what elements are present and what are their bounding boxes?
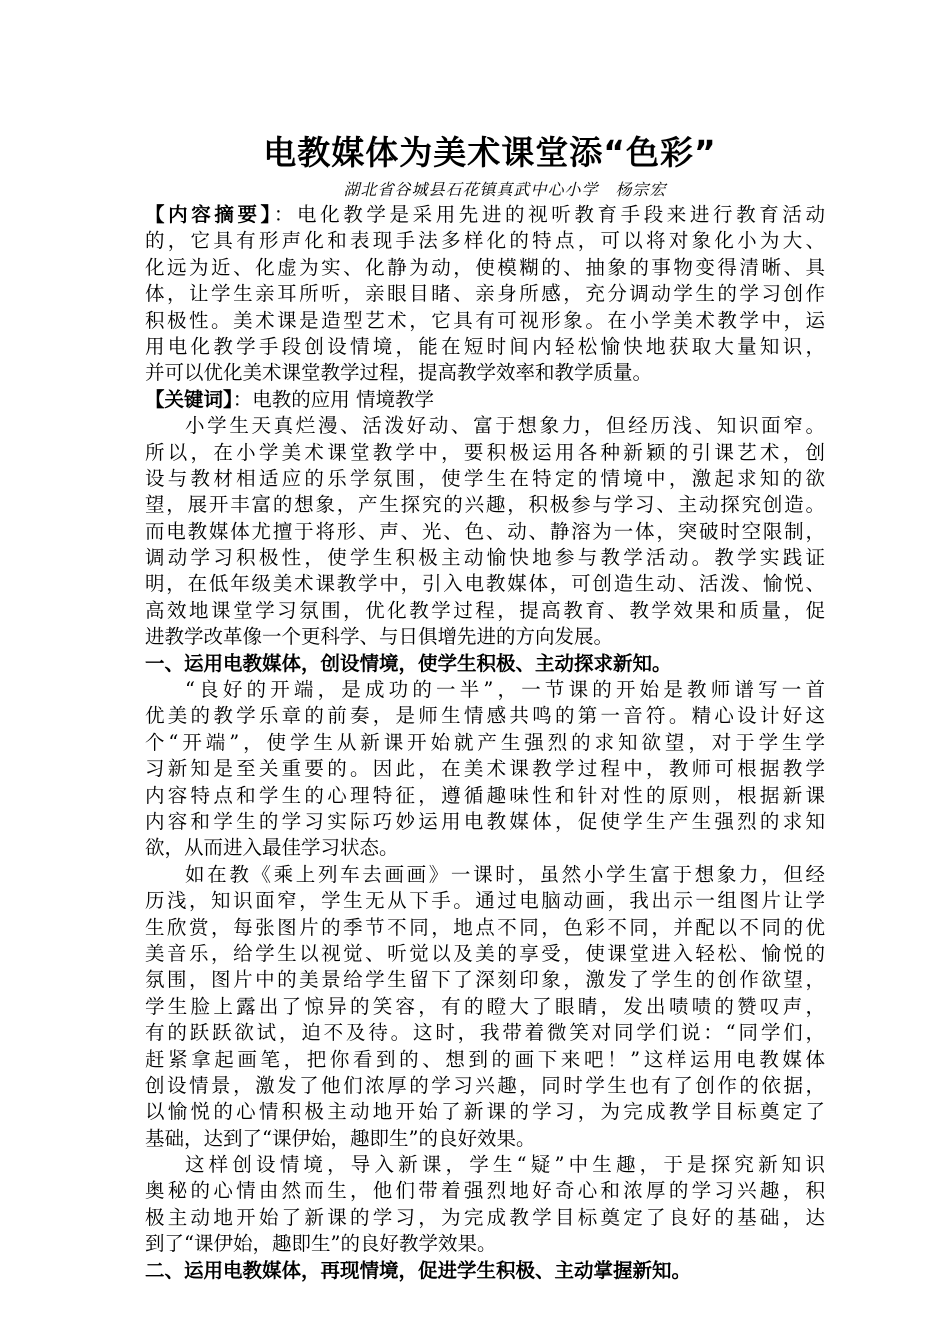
paragraph-line: 欲，从而进入最佳学习状态。 (145, 836, 399, 860)
author-line: 湖北省谷城县石花镇真武中心小学 杨宗宏 (343, 180, 667, 199)
paragraph-line: 内容特点和学生的心理特征，遵循趣味性和针对性的原则，根据新课 (145, 783, 825, 807)
section1-paragraph-1 (145, 677, 825, 862)
paragraph-line: 设与教材相适应的乐学氛围，使学生在特定的情境中，激起求知的欲 (145, 466, 825, 490)
paragraph-line: 高效地课堂学习氛围，优化教学过程，提高教育、教学效果和质量，促 (145, 598, 825, 622)
paragraph-line: 而电教媒体尤擅于将形、声、光、色、动、静溶为一体，突破时空限制， (145, 519, 825, 543)
section1-paragraph-2 (145, 862, 825, 1152)
paragraph-line: 这样创设情境，导入新课，学生“疑”中生趣，于是探究新知识 (185, 1153, 825, 1177)
paragraph-line: 生欣赏，每张图片的季节不同，地点不同，色彩不同，并配以不同的优 (145, 915, 825, 939)
paragraph-line: 进教学改革像一个更科学、与日俱增先进的方向发展。 (145, 625, 614, 649)
paragraph-line: 内容和学生的学习实际巧妙运用电教媒体，促使学生产生强烈的求知 (145, 809, 825, 833)
paragraph-line: 有的跃跃欲试，迫不及待。这时，我带着微笑对同学们说：“同学们， (145, 1021, 825, 1045)
keywords (145, 387, 825, 413)
paragraph-line: 明，在低年级美术课教学中，引入电教媒体，可创造生动、活泼、愉悦、 (145, 572, 825, 596)
document-content (145, 128, 825, 1284)
abstract-label: 【内容摘要】 (145, 203, 274, 226)
paragraph-line: 到了“课伊始，趣即生”的良好教学效果。 (145, 1232, 497, 1256)
paragraph-line: 望，展开丰富的想象，产生探究的兴趣，积极参与学习、主动探究创造。 (145, 493, 825, 517)
paragraph-line: 奥秘的心情由然而生，他们带着强烈地好奇心和浓厚的学习兴趣，积 (145, 1179, 825, 1203)
intro-paragraph (145, 413, 825, 651)
paragraph-line: 历浅，知识面窄，学生无从下手。通过电脑动画，我出示一组图片让学 (145, 889, 825, 913)
paragraph-line: 赶紧拿起画笔，把你看到的、想到的画下来吧！”这样运用电教媒体 (145, 1047, 825, 1071)
abstract-line (145, 202, 825, 228)
paragraph-line: 所以，在小学美术课堂教学中，要积极运用各种新颖的引课艺术，创 (145, 440, 825, 464)
abstract-line: 积极性。美术课是造型艺术，它具有可视形象。在小学美术教学中，运 (145, 308, 825, 332)
abstract (145, 202, 825, 387)
paragraph-line: 个“开端”，使学生从新课开始就产生强烈的求知欲望，对于学生学 (145, 730, 825, 754)
paragraph-line: 极主动地开始了新课的学习，为完成教学目标奠定了良好的基础，达 (145, 1205, 825, 1229)
paragraph-line: 美音乐，给学生以视觉、听觉以及美的享受，使课堂进入轻松、愉悦的 (145, 941, 825, 965)
section-heading-2: 二、运用电教媒体，再现情境，促进学生积极、主动掌握新知。 (145, 1258, 692, 1282)
paragraph-line: 学生脸上露出了惊异的笑容，有的瞪大了眼睛，发出啧啧的赞叹声， (145, 994, 825, 1018)
paragraph-line: 优美的教学乐章的前奏，是师生情感共鸣的第一音符。精心设计好这 (145, 704, 825, 728)
section-heading-1: 一、运用电教媒体，创设情境，使学生积极、主动探求新知。 (145, 651, 672, 675)
paragraph-line: “良好的开端，是成功的一半”，一节课的开始是教师谱写一首 (185, 678, 825, 702)
paragraph-line: 以愉悦的心情积极主动地开始了新课的学习，为完成教学目标奠定了 (145, 1100, 825, 1124)
document-title: 电教媒体为美术课堂添“色彩” (263, 133, 717, 172)
paragraph-line: 基础，达到了“课伊始，趣即生”的良好效果。 (145, 1126, 536, 1150)
paragraph-line: 氛围，图片中的美景给学生留下了深刻印象，激发了学生的创作欲望， (145, 968, 825, 992)
keywords-text: ：电教的应用 情境教学 (232, 387, 434, 411)
keywords-label: 【关键词】 (145, 387, 233, 411)
paragraph-line: 习新知是至关重要的。因此，在美术课教学过程中，教师可根据教学 (145, 757, 825, 781)
paragraph-line: 如在教《乘上列车去画画》一课时，虽然小学生富于想象力，但经 (185, 862, 825, 886)
paragraph-line: 小学生天真烂漫、活泼好动、富于想象力，但经历浅、知识面窄。 (185, 414, 825, 438)
paragraph-line: 调动学习积极性，使学生积极主动愉快地参与教学活动。教学实践证 (145, 546, 825, 570)
paragraph-line: 创设情景，激发了他们浓厚的学习兴趣，同时学生也有了创作的依据， (145, 1073, 825, 1097)
abstract-line: 的，它具有形声化和表现手法多样化的特点，可以将对象化小为大、 (145, 229, 825, 253)
abstract-line: 体，让学生亲耳所听，亲眼目睹、亲身所感，充分调动学生的学习创作 (145, 282, 825, 306)
abstract-line: 用电化教学手段创设情境，能在短时间内轻松愉快地获取大量知识， (145, 334, 825, 358)
abstract-line: 并可以优化美术课堂教学过程，提高教学效率和教学质量。 (145, 361, 653, 385)
abstract-text: ：电化教学是采用先进的视听教育手段来进行教育活动 (273, 203, 825, 226)
abstract-line: 化远为近、化虚为实、化静为动，使模糊的、抽象的事物变得清晰、具 (145, 255, 825, 279)
section1-paragraph-3 (145, 1152, 825, 1258)
keywords-line (145, 387, 825, 413)
